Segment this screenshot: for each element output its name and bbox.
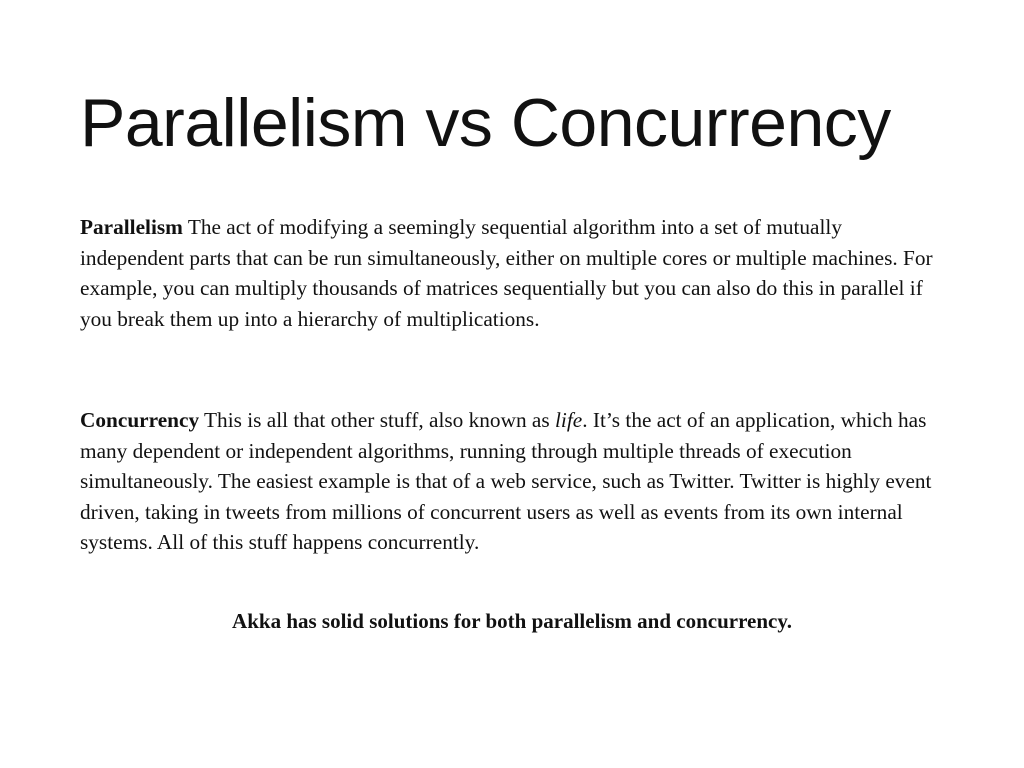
- concurrency-emphasis: life: [555, 408, 583, 432]
- concurrency-paragraph: [80, 405, 950, 558]
- slide-title: Parallelism vs Concurrency: [80, 85, 891, 161]
- parallelism-term: Parallelism: [80, 215, 183, 239]
- parallelism-definition: The act of modifying a seemingly sequential algorithm into a set of mutually independent parts that can be run simultaneously, either on multiple cores or multiple machines. For example, you can multiply thousands of matrices sequentially but you can also do this in parallel if you break them up into a hierarchy of multiplications.: [80, 215, 933, 331]
- concurrency-definition-end: . It’s the act of an application, which has many dependent or independent algorithms, running through multiple threads of execution simultaneously. The easiest example is that of a web service, such as Twitter. Twitter is highly event driven, taking in tweets from millions of concurrent users as well as events from its own internal systems. All of this stuff happens concurrently.: [80, 408, 932, 555]
- concurrency-term: Concurrency: [80, 408, 200, 432]
- parallelism-paragraph: [80, 212, 950, 334]
- concurrency-definition-start: This is all that other stuff, also known as: [199, 408, 555, 432]
- conclusion-statement: Akka has solid solutions for both parallelism and concurrency.: [232, 609, 792, 633]
